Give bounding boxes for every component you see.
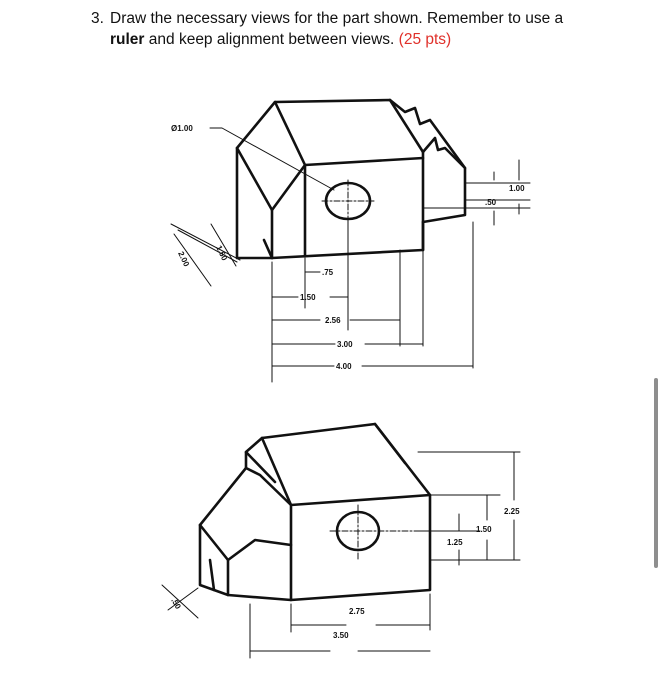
dim-150-left: 1.50 [214,244,229,262]
bottom-part-outline [200,424,430,600]
dim-050-right: .50 [485,198,497,207]
dim-150-bottom: 1.50 [476,525,492,534]
bottom-part-drawing [162,424,520,658]
scrollbar[interactable] [654,378,658,568]
dim-225: 2.25 [504,507,520,516]
dim-075: .75 [322,268,334,277]
dim-300: 3.00 [337,340,353,349]
dim-150: 1.50 [300,293,316,302]
dim-200-left: 2.00 [176,250,191,268]
question-number: 3. [91,10,104,27]
points-label: (25 pts) [398,31,452,48]
dim-050-left: .50 [169,596,183,611]
dim-400: 4.00 [336,362,352,371]
dim-275: 2.75 [349,607,365,616]
dim-125: 1.25 [447,538,463,547]
top-extension-lines [178,183,530,382]
question-text-line-1: Draw the necessary views for the part shown. Remember to use a [110,10,564,27]
top-part-outline [237,100,465,258]
question-text-line-2: and keep alignment between views. [144,31,399,48]
bottom-hole [330,505,420,560]
top-hole [322,180,374,222]
top-horizontal-dims [272,272,473,366]
dim-100-right: 1.00 [509,184,525,193]
top-part-drawing [171,100,530,382]
dim-256: 2.56 [325,316,341,325]
hole-leader [210,128,334,190]
hole-diameter-label: Ø1.00 [171,124,193,133]
dim-350: 3.50 [333,631,349,640]
ruler-emphasis: ruler [110,31,145,48]
